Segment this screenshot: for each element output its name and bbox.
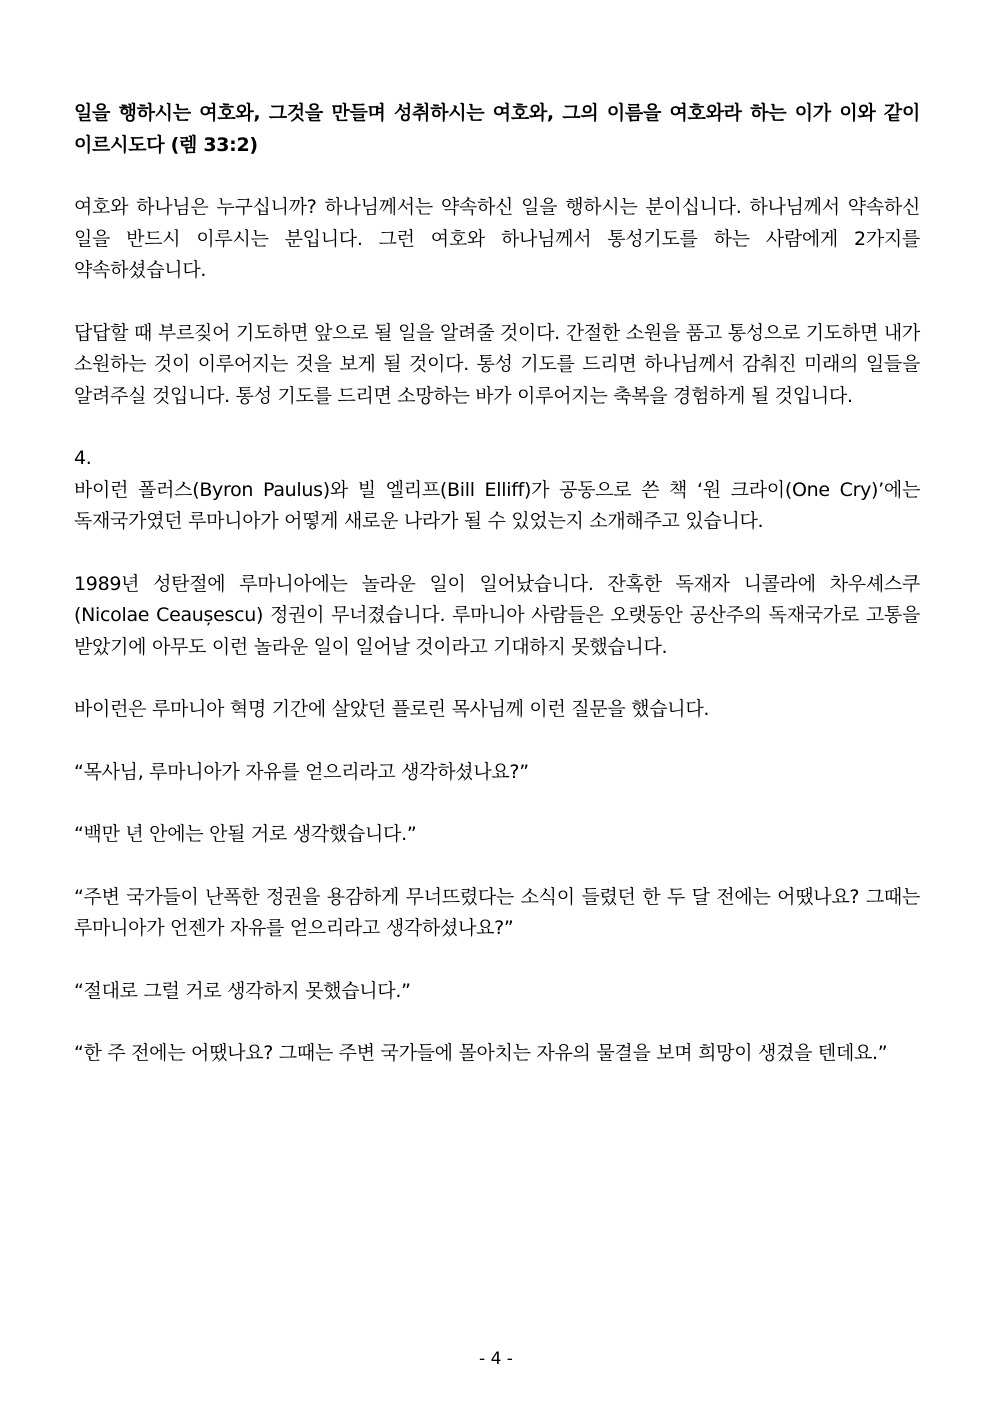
page-number: - 4 - — [479, 1349, 513, 1369]
paragraph: 바이런은 루마니아 혁명 기간에 살았던 플로린 목사님께 이런 질문을 했습니다. — [74, 698, 710, 720]
document-body — [74, 98, 920, 1070]
paragraph: 여호와 하나님은 누구십니까? 하나님께서는 약속하신 일을 행하시는 분이십니다. 하나님께서 약속하신 일을 반드시 이루시는 분입니다. 그런 여호와 하나님께서 통성기도를 하는 사람에게 2가지를 약속하셨습니다. — [74, 196, 920, 281]
dialogue-line: “주변 국가들이 난폭한 정권을 용감하게 무너뜨렸다는 소식이 들렸던 한 두 달 전에는 어땠나요? 그때는 루마니아가 언젠가 자유를 얻으리라고 생각하셨나요?” — [74, 885, 920, 939]
dialogue-line: “한 주 전에는 어땠나요? 그때는 주변 국가들에 몰아치는 자유의 물결을 보며 희망이 생겼을 텐데요.” — [74, 1042, 888, 1064]
dialogue-line: “백만 년 안에는 안될 거로 생각했습니다.” — [74, 823, 417, 845]
section-number: 4. — [74, 447, 92, 469]
paragraph: 1989년 성탄절에 루마니아에는 놀라운 일이 일어났습니다. 잔혹한 독재자 니콜라에 차우셰스쿠(Nicolae Ceaușescu) 정권이 무너졌습니다. 루마니아 사람들은 오랫동안 공산주의 독재국가로 고통을 받았기에 아무도 이런 놀라운 일이 일어날 것이라고 기대하지 못했습니다. — [74, 572, 920, 658]
paragraph: 바이런 폴러스(Byron Paulus)와 빌 엘리프(Bill Elliff)가 공동으로 쓴 책 ‘원 크라이(One Cry)’에는 독재국가였던 루마니아가 어떻게 새로운 나라가 될 수 있었는지 소개해주고 있습니다. — [74, 478, 920, 532]
paragraph: 답답할 때 부르짖어 기도하면 앞으로 될 일을 알려줄 것이다. 간절한 소원을 품고 통성으로 기도하면 내가 소원하는 것이 이루어지는 것을 보게 될 것이다. 통성 기도를 드리면 하나님께서 감춰진 미래의 일들을 알려주실 것입니다. 통성 기도를 드리면 소망하는 바가 이루어지는 축복을 경험하게 될 것입니다. — [74, 321, 920, 407]
dialogue-line: “절대로 그럴 거로 생각하지 못했습니다.” — [74, 979, 411, 1002]
scripture-verse: 일을 행하시는 여호와, 그것을 만들며 성취하시는 여호와, 그의 이름을 여호와라 하는 이가 이와 같이 이르시도다 (렘 33:2) — [74, 102, 920, 156]
dialogue-line: “목사님, 루마니아가 자유를 얻으리라고 생각하셨나요?” — [74, 760, 529, 783]
